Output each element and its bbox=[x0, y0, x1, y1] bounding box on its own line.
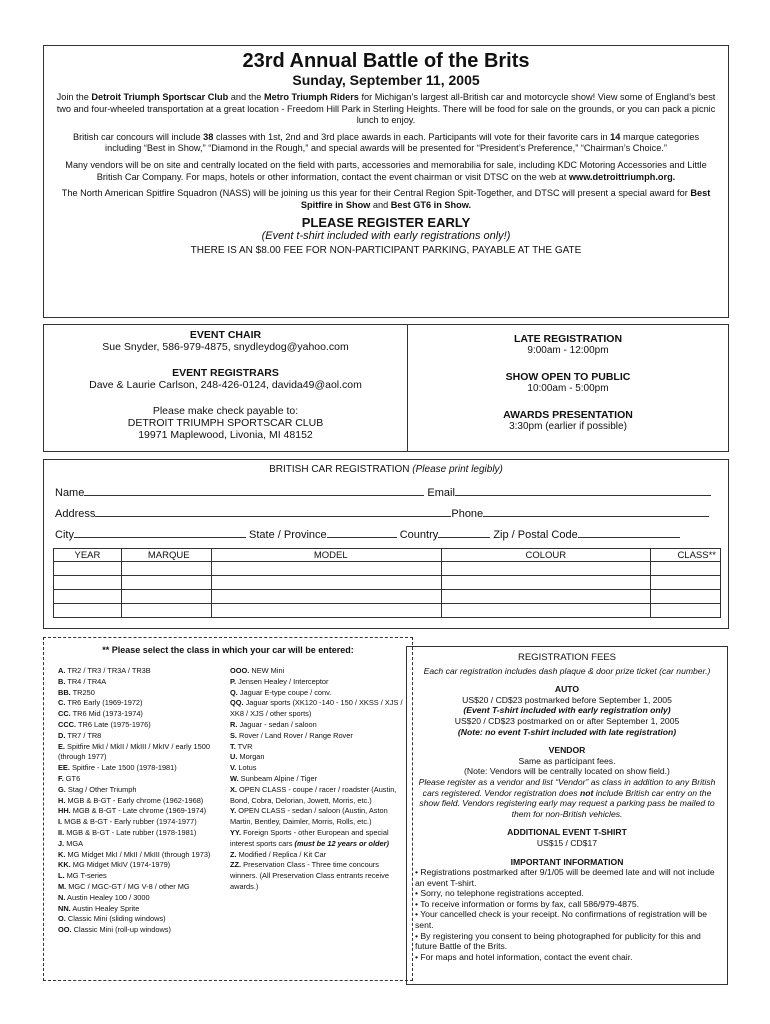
class-item bbox=[58, 839, 238, 850]
name-email-row bbox=[55, 486, 711, 499]
contacts-left bbox=[44, 325, 408, 452]
vendors-text: Many vendors will be on site and centrally located on the field with parts, accessories and memorabilia for sale, including KDC Motoring Accessories and Little British Car Company. For maps, hotels or other information, contact the event chairman or visit DTSC on the web at bbox=[65, 159, 707, 182]
class-cell[interactable] bbox=[651, 590, 721, 604]
class-description: GT6 bbox=[63, 773, 81, 783]
class-description: Morgan bbox=[237, 752, 265, 762]
class-item bbox=[58, 925, 238, 936]
class-description: TR6 Mid (1973-1974) bbox=[70, 709, 143, 719]
phone-label: Phone bbox=[451, 508, 484, 520]
class-description: OPEN CLASS - sedan / saloon (Austin, Aston Martin, Bentley, Daimler, Morris, Rolls, etc.) bbox=[230, 806, 388, 827]
car-table-header bbox=[54, 549, 721, 562]
website-link[interactable]: www.detroittriumph.org. bbox=[568, 171, 676, 182]
registration-title bbox=[44, 464, 728, 476]
name-label: Name bbox=[55, 487, 85, 499]
city-label: City bbox=[55, 529, 74, 541]
show-open-heading: SHOW OPEN TO PUBLIC bbox=[505, 371, 631, 383]
state-field[interactable] bbox=[327, 528, 397, 538]
class-item bbox=[58, 785, 238, 796]
registration-title-note: (Please print legibly) bbox=[412, 464, 503, 475]
year-cell[interactable] bbox=[54, 604, 122, 618]
class-item bbox=[58, 698, 238, 709]
classes-right-column bbox=[230, 666, 408, 893]
class-item bbox=[58, 742, 238, 764]
class-item bbox=[58, 763, 238, 774]
concours-text: British car concours will include bbox=[72, 131, 204, 142]
class-code: A. bbox=[58, 666, 66, 675]
class-item bbox=[230, 731, 408, 742]
column-header-colour: COLOUR bbox=[441, 549, 651, 562]
email-label: Email bbox=[427, 487, 455, 499]
class-item bbox=[230, 806, 408, 828]
class-code: NN. bbox=[58, 903, 71, 913]
model-cell[interactable] bbox=[211, 604, 441, 618]
class-code: W. bbox=[230, 773, 239, 783]
class-code: K. bbox=[58, 849, 66, 859]
class-item bbox=[58, 914, 238, 925]
registration-form bbox=[43, 459, 729, 629]
class-description: Austin Healey 100 / 3000 bbox=[65, 892, 150, 902]
gt6-award: Best GT6 in Show. bbox=[390, 199, 472, 210]
intro-text: and the bbox=[228, 92, 264, 102]
class-item bbox=[58, 806, 238, 817]
class-item bbox=[230, 720, 408, 731]
class-item bbox=[230, 850, 408, 861]
class-item bbox=[230, 688, 408, 699]
class-item bbox=[58, 817, 238, 828]
class-item bbox=[58, 731, 238, 742]
concours-paragraph bbox=[54, 132, 718, 155]
info-item: • For maps and hotel information, contact the event chair. bbox=[415, 951, 633, 962]
model-cell[interactable] bbox=[211, 562, 441, 576]
event-date: Sunday, September 11, 2005 bbox=[292, 72, 480, 88]
class-description: Jaguar - sedan / saloon bbox=[237, 719, 317, 729]
address-label: Address bbox=[55, 508, 96, 520]
vendors-paragraph bbox=[54, 160, 718, 183]
class-code: Y. bbox=[230, 806, 237, 816]
class-description: Rover / Land Rover / Range Rover bbox=[236, 730, 353, 740]
club-name: DETROIT TRIUMPH SPORTSCAR CLUB bbox=[127, 417, 324, 429]
class-code: BB. bbox=[58, 687, 71, 697]
info-item: • To receive information or forms by fax, call 586/979-4875. bbox=[415, 898, 640, 909]
class-description: TR6 Late (1975-1976) bbox=[76, 719, 151, 729]
class-item bbox=[58, 666, 238, 677]
classes-left-column bbox=[58, 666, 238, 936]
class-code: S. bbox=[230, 730, 237, 740]
vendor-instructions-text: Please register as a vendor and list “Vendor” as class in addition to any British cars registered. Vendor registration does bbox=[418, 776, 716, 798]
vendor-fee: Same as participant fees. bbox=[518, 755, 616, 766]
model-cell[interactable] bbox=[211, 590, 441, 604]
concours-text: marque categories including “Best in Show,” “Diamond in the Rough,” and special awards will be presented for “President’s Preference,” “Chairman’s Choice.” bbox=[105, 131, 700, 154]
auto-early-note: (Event T-shirt included with early registration only) bbox=[463, 705, 671, 716]
class-item bbox=[58, 860, 238, 871]
class-item bbox=[230, 828, 408, 850]
zip-field[interactable] bbox=[578, 528, 680, 538]
class-code: X. bbox=[230, 784, 237, 794]
late-registration-heading: LATE REGISTRATION bbox=[513, 333, 623, 345]
class-item bbox=[58, 871, 238, 882]
awards-heading: AWARDS PRESENTATION bbox=[503, 409, 633, 421]
class-description: MG Midget MkI / MkII / MkIII (through 1973) bbox=[65, 849, 211, 859]
year-cell[interactable] bbox=[54, 590, 122, 604]
class-code: Z. bbox=[230, 849, 237, 859]
class-description: Sunbeam Alpine / Tiger bbox=[238, 773, 318, 783]
model-cell[interactable] bbox=[211, 576, 441, 590]
event-chair-info: Sue Snyder, 586-979-4875, snydleydog@yahoo.com bbox=[102, 341, 349, 353]
class-item bbox=[58, 828, 238, 839]
class-description: NEW Mini bbox=[249, 666, 285, 675]
marque-cell[interactable] bbox=[121, 562, 211, 576]
class-description: Modified / Replica / Kit Car bbox=[236, 849, 327, 859]
table-row bbox=[54, 576, 721, 590]
class-code: I. bbox=[58, 817, 63, 827]
marque-count: 14 bbox=[610, 131, 621, 142]
class-item bbox=[230, 698, 408, 720]
tshirt-note: (Event t-shirt included with early registrations only!) bbox=[261, 230, 511, 243]
nass-text: The North American Spitfire Squadron (NASS) will be joining us this year for their Central Region Spit-Together, and DTSC will present a special award for bbox=[61, 188, 691, 199]
class-code: R. bbox=[230, 719, 238, 729]
table-row bbox=[54, 562, 721, 576]
country-label: Country bbox=[399, 529, 439, 541]
class-code: T. bbox=[230, 741, 236, 751]
class-item bbox=[230, 742, 408, 753]
class-item bbox=[58, 904, 238, 915]
class-description: Classic Mini (sliding windows) bbox=[65, 914, 166, 924]
class-description: MGA bbox=[64, 838, 84, 848]
class-item bbox=[230, 774, 408, 785]
class-description: Lotus bbox=[236, 763, 257, 773]
riders-name-bold: Metro Triumph Riders bbox=[263, 92, 359, 102]
class-item bbox=[58, 850, 238, 861]
class-code: ZZ. bbox=[230, 860, 242, 870]
class-code: QQ. bbox=[230, 698, 244, 708]
address-field[interactable] bbox=[95, 507, 451, 517]
class-item bbox=[58, 882, 238, 893]
vendor-not-bold: not bbox=[579, 787, 594, 798]
class-description: Spitfire MkI / MkII / MkIII / MkIV / early 1500 (through 1977) bbox=[58, 741, 210, 762]
table-row bbox=[54, 604, 721, 618]
colour-cell[interactable] bbox=[441, 562, 651, 576]
tshirt-price: US$15 / CD$17 bbox=[536, 837, 598, 848]
class-description: MGB & B-GT - Late rubber (1978-1981) bbox=[64, 827, 197, 837]
class-description: Jaguar E-type coupe / conv. bbox=[237, 687, 332, 697]
class-code: F. bbox=[58, 773, 64, 783]
intro-text: for Michigan’s largest all-British car and motorcycle show! View some of England’s best two and four-wheeled transportation at a great location - Freedom Hill Park in Sterling Heights. There will be food for sale on the grounds, or you can pack a picnic lunch to enjoy. bbox=[56, 92, 716, 126]
event-title: 23rd Annual Battle of the Brits bbox=[242, 50, 530, 72]
class-code: O. bbox=[58, 914, 66, 924]
class-code: Q. bbox=[230, 687, 238, 697]
column-header-model: MODEL bbox=[211, 549, 441, 562]
parking-fee-notice: THERE IS AN $8.00 FEE FOR NON-PARTICIPANT PARKING, PAYABLE AT THE GATE bbox=[190, 245, 582, 257]
class-code: CCC. bbox=[58, 719, 77, 729]
tshirt-heading: ADDITIONAL EVENT T-SHIRT bbox=[507, 827, 627, 838]
class-code: HH. bbox=[58, 806, 71, 816]
contacts-right bbox=[408, 325, 728, 452]
class-item bbox=[230, 763, 408, 774]
classes-box bbox=[43, 637, 413, 981]
class-code: L. bbox=[58, 871, 65, 881]
class-item bbox=[230, 677, 408, 688]
country-field[interactable] bbox=[438, 528, 490, 538]
colour-cell[interactable] bbox=[441, 604, 651, 618]
class-description: MGB & B-GT - Late chrome (1969-1974) bbox=[70, 806, 207, 816]
class-cell[interactable] bbox=[651, 604, 721, 618]
important-info-list bbox=[415, 867, 719, 962]
contacts-box bbox=[43, 324, 729, 452]
class-description: Classic Mini (roll-up windows) bbox=[71, 925, 171, 935]
registration-title-text: BRITISH CAR REGISTRATION bbox=[269, 464, 413, 475]
class-description: MGC / MGC-GT / MG V-8 / other MG bbox=[66, 881, 190, 891]
address-phone-row bbox=[55, 507, 709, 520]
class-item bbox=[58, 677, 238, 688]
register-early-heading: PLEASE REGISTER EARLY bbox=[301, 215, 471, 231]
event-registrars-heading: EVENT REGISTRARS bbox=[172, 367, 279, 379]
class-description: TR4 / TR4A bbox=[65, 676, 107, 686]
column-header-year: YEAR bbox=[54, 549, 122, 562]
class-description: Preservation Class - Three time concours winners. (All Preservation Class entrants receive awards.) bbox=[230, 860, 389, 891]
fees-title: REGISTRATION FEES bbox=[517, 652, 616, 663]
year-cell[interactable] bbox=[54, 562, 122, 576]
class-code: II. bbox=[58, 827, 65, 837]
concours-text: classes with 1st, 2nd and 3rd place awards in each. Participants will vote for their favorite cars in bbox=[213, 131, 611, 142]
auto-heading: AUTO bbox=[554, 684, 580, 695]
class-description: Jaguar sports (XK120 -140 - 150 / XKSS / XJS / XK8 / XJS / other sports) bbox=[230, 698, 403, 719]
class-description: Jensen Healey / Interceptor bbox=[236, 676, 329, 686]
class-description: TVR bbox=[235, 741, 253, 751]
classes-title: ** Please select the class in which your car will be entered: bbox=[102, 645, 354, 655]
class-description: Foreign Sports - other European and special interest sports cars bbox=[230, 827, 389, 848]
class-count: 38 bbox=[203, 131, 214, 142]
class-code: C. bbox=[58, 698, 66, 708]
class-code: OO. bbox=[58, 925, 72, 935]
class-cell[interactable] bbox=[651, 576, 721, 590]
year-cell[interactable] bbox=[54, 576, 122, 590]
car-table bbox=[53, 548, 721, 618]
auto-early-fee: US$20 / CD$23 postmarked before September 1, 2005 bbox=[462, 694, 672, 705]
class-item bbox=[58, 796, 238, 807]
class-code: YY. bbox=[230, 827, 242, 837]
class-code: OOO. bbox=[230, 666, 250, 675]
marque-cell[interactable] bbox=[121, 604, 211, 618]
table-row bbox=[54, 590, 721, 604]
column-header-class: CLASS** bbox=[651, 549, 721, 562]
class-item bbox=[230, 752, 408, 763]
class-code: M. bbox=[58, 881, 67, 891]
class-description: MGB & B-GT - Early chrome (1962-1968) bbox=[65, 795, 204, 805]
class-description: MGB & B-GT - Early rubber (1974-1977) bbox=[62, 817, 197, 827]
show-open-time: 10:00am - 5:00pm bbox=[527, 383, 609, 394]
class-note: (must be 12 years or older) bbox=[294, 838, 389, 848]
late-registration-time: 9:00am - 12:00pm bbox=[527, 345, 609, 356]
vendor-heading: VENDOR bbox=[548, 745, 586, 756]
awards-time: 3:30pm (earlier if possible) bbox=[509, 421, 627, 432]
nass-paragraph bbox=[54, 188, 718, 211]
zip-label: Zip / Postal Code bbox=[493, 529, 578, 541]
class-item bbox=[58, 893, 238, 904]
club-name-bold: Detroit Triumph Sportscar Club bbox=[91, 92, 229, 102]
class-description: Austin Healey Sprite bbox=[70, 903, 140, 913]
fees-subtitle: Each car registration includes dash plaque & door prize ticket (car number.) bbox=[423, 665, 711, 676]
class-code: CC. bbox=[58, 709, 71, 719]
class-item bbox=[58, 688, 238, 699]
event-registrars-info: Dave & Laurie Carlson, 248-426-0124, davida49@aol.com bbox=[89, 379, 362, 391]
class-item bbox=[58, 774, 238, 785]
city-row bbox=[55, 528, 680, 541]
intro-text: Join the bbox=[56, 92, 92, 102]
info-item: • By registering you consent to being photographed for publicity for this and future Battle of the Brits. bbox=[415, 930, 701, 952]
class-code: D. bbox=[58, 730, 66, 740]
check-payable-label: Please make check payable to: bbox=[152, 405, 299, 417]
class-code: B. bbox=[58, 676, 66, 686]
class-code: J. bbox=[58, 838, 65, 848]
event-chair-heading: EVENT CHAIR bbox=[189, 329, 262, 341]
class-code: E. bbox=[58, 741, 65, 751]
class-description: MG T-series bbox=[64, 871, 107, 881]
nass-text: and bbox=[370, 199, 391, 210]
spitfire-award: Best Spitfire in Show bbox=[300, 188, 711, 210]
auto-late-note: (Note: no event T-shirt included with late registration) bbox=[457, 726, 677, 737]
class-item bbox=[230, 785, 408, 807]
email-field[interactable] bbox=[455, 486, 711, 496]
intro-paragraph bbox=[54, 92, 718, 127]
class-description: TR7 / TR8 bbox=[65, 730, 102, 740]
phone-field[interactable] bbox=[483, 507, 709, 517]
auto-late-fee: US$20 / CD$23 postmarked on or after September 1, 2005 bbox=[454, 715, 680, 726]
class-code: U. bbox=[230, 752, 238, 762]
class-cell[interactable] bbox=[651, 562, 721, 576]
class-description: Spitfire - Late 1500 (1978-1981) bbox=[69, 763, 177, 773]
column-header-marque: MARQUE bbox=[121, 549, 211, 562]
state-label: State / Province bbox=[249, 529, 327, 541]
class-code: EE. bbox=[58, 763, 70, 773]
vendor-instructions-text: include British car entry on the show field. Vendors registering early may request a parking pass be mailed to them for non-British vehicles. bbox=[419, 787, 715, 819]
info-item: • Registrations postmarked after 9/1/05 will be deemed late and will not include an event T-shirt. bbox=[415, 867, 715, 888]
city-field[interactable] bbox=[74, 528, 246, 538]
colour-cell[interactable] bbox=[441, 576, 651, 590]
fees-box bbox=[406, 646, 728, 985]
class-code: G. bbox=[58, 784, 66, 794]
colour-cell[interactable] bbox=[441, 590, 651, 604]
class-item bbox=[230, 666, 408, 677]
class-code: N. bbox=[58, 892, 66, 902]
vendor-instructions bbox=[415, 777, 719, 819]
class-description: OPEN CLASS - coupe / racer / roadster (Austin, Bond, Cobra, Delorian, Jowett, Morris, etc.) bbox=[230, 784, 397, 805]
class-code: KK. bbox=[58, 860, 71, 870]
class-item bbox=[230, 860, 408, 892]
class-description: Stag / Other Triumph bbox=[65, 784, 137, 794]
info-item: • Sorry, no telephone registrations accepted. bbox=[415, 888, 584, 899]
club-address: 19971 Maplewood, Livonia, MI 48152 bbox=[138, 429, 313, 441]
class-code: H. bbox=[58, 795, 66, 805]
class-item bbox=[58, 709, 238, 720]
class-description: TR6 Early (1969-1972) bbox=[65, 698, 143, 708]
class-item bbox=[58, 720, 238, 731]
marque-cell[interactable] bbox=[121, 590, 211, 604]
announcement-box bbox=[43, 45, 729, 318]
class-code: V. bbox=[230, 763, 237, 773]
important-info-heading: IMPORTANT INFORMATION bbox=[510, 856, 624, 867]
class-description: TR2 / TR3 / TR3A / TR3B bbox=[65, 666, 151, 675]
info-item: • Your cancelled check is your receipt. No confirmations of registration will be sent. bbox=[415, 909, 707, 931]
name-field[interactable] bbox=[84, 486, 424, 496]
marque-cell[interactable] bbox=[121, 576, 211, 590]
class-code: P. bbox=[230, 676, 237, 686]
vendor-note: (Note: Vendors will be centrally located on show field.) bbox=[464, 766, 670, 777]
class-description: MG Midget MkIV (1974-1979) bbox=[70, 860, 171, 870]
class-description: TR250 bbox=[70, 687, 95, 697]
